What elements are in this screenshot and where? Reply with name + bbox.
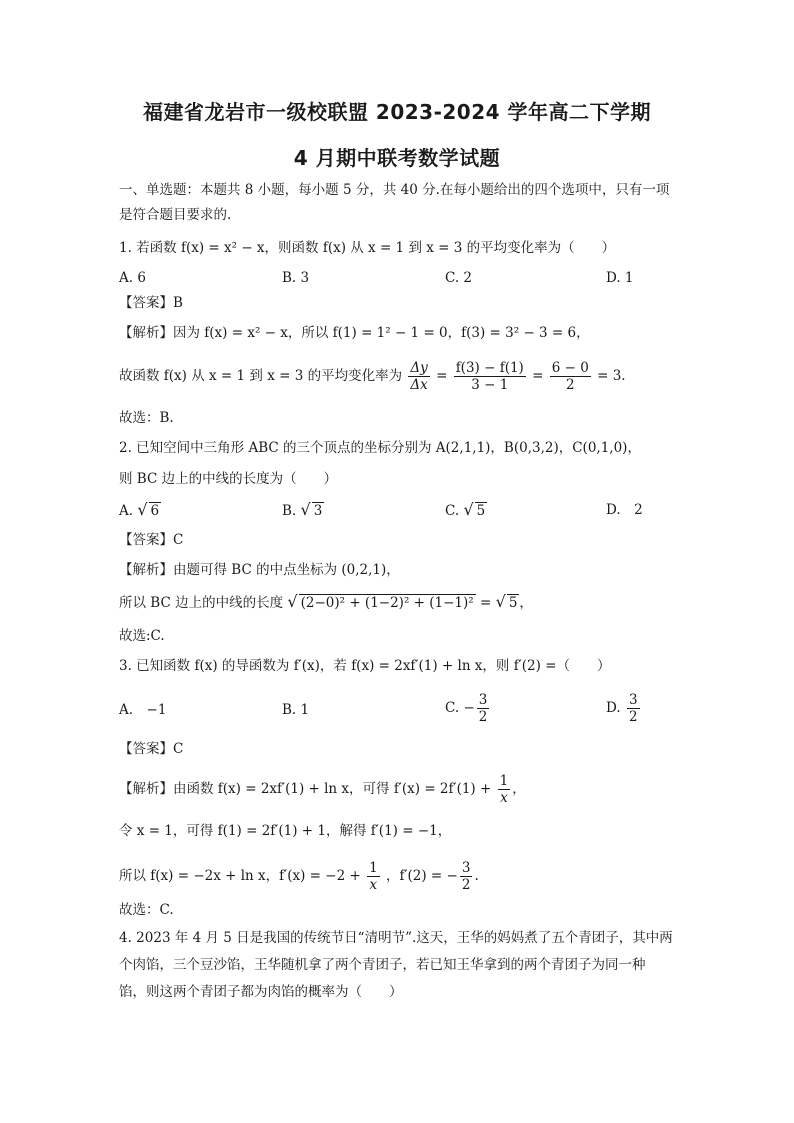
q2-option-c: C. √ 5: [445, 500, 486, 519]
question-4-line-1: 4. 2023 年 4 月 5 日是我国的传统节日“清明节”.这天，王华的妈妈煮了五个青团子，其中两: [119, 930, 673, 946]
fraction: $\frac{\Delta y}{\Delta x}$: [410, 360, 428, 393]
fraction: $\frac{3}{2}$: [478, 692, 488, 725]
q1-option-a: A. 6: [119, 270, 146, 286]
fraction: $\frac{3}{2}$: [461, 860, 471, 893]
q3-option-b: B. 1: [282, 702, 310, 718]
question-1: 1. 若函数 f(x) = x² − x，则函数 f(x) 从 x = 1 到 x = 3 的平均变化率为（ ）: [119, 240, 616, 256]
q2-option-d: D. 2: [606, 502, 643, 518]
fraction: $\frac{1}{x}$: [369, 860, 378, 893]
q2-option-a: A. √ 6: [119, 500, 160, 519]
question-4-line-3: 馅，则这两个青团子都为肉馅的概率为（ ）: [119, 984, 403, 1000]
q3-explanation-3: 所以 f(x) = −2x + ln x，f′(x) = −2 + $\frac{1}{x}$ ，f′(2) = − $\frac{3}{2}$ .: [119, 860, 479, 893]
question-2-cont: 则 BC 边上的中线的长度为（ ）: [119, 471, 338, 487]
question-3: 3. 已知函数 f(x) 的导函数为 f′(x)，若 f(x) = 2xf′(1) + ln x，则 f′(2) =（ ）: [119, 658, 611, 674]
q1-explanation-1: 【解析】因为 f(x) = x² − x，所以 f(1) = 1² − 1 = 0，f(3) = 3² − 3 = 6，: [119, 325, 590, 341]
doc-title-line2: 4 月期中联考数学试题: [293, 146, 501, 170]
q1-conclusion: 故选：B.: [119, 410, 174, 426]
q2-explanation-2: 所以 BC 边上的中线的长度 √ (2−0)² + (1−2)² + (1−1)² = √ 5 ，: [119, 592, 533, 611]
q3-explanation-2: 令 x = 1，可得 f(1) = 2f′(1) + 1，解得 f′(1) = −1，: [119, 823, 452, 839]
doc-title-line1: 福建省龙岩市一级校联盟 2023-2024 学年高二下学期: [142, 100, 652, 124]
fraction: $\frac{f(3) - f(1)}{3 - 1}$: [455, 360, 524, 393]
section-heading: 一、单选题：本题共 8 小题，每小题 5 分，共 40 分.在每小题给出的四个选项中，只有一项: [119, 182, 670, 198]
q1-explanation-2: 故函数 f(x) 从 x = 1 到 x = 3 的平均变化率为 $\frac{\Delta y}{\Delta x}$ = $\frac{f(3) - f(1)}{3 - 1}$ = $\frac{6 - 0}{2}$ = 3.: [119, 360, 626, 393]
q1-answer: 【答案】B: [119, 295, 183, 311]
q3-option-a: A. −1: [119, 702, 167, 718]
section-heading-cont: 是符合题目要求的.: [119, 207, 232, 223]
q3-option-c: C. − $\frac{3}{2}$: [445, 692, 488, 725]
question-2: 2. 已知空间中三角形 ABC 的三个顶点的坐标分别为 A(2,1,1)，B(0,3,2)，C(0,1,0)，: [119, 440, 641, 456]
q1-option-c: C. 2: [445, 270, 473, 286]
q3-explanation-1: 【解析】由函数 f(x) = 2xf′(1) + ln x，可得 f′(x) = 2f′(1) + $\frac{1}{x}$ ，: [119, 773, 526, 806]
q3-conclusion: 故选：C.: [119, 902, 174, 918]
q3-answer: 【答案】C: [119, 741, 184, 757]
fraction: $\frac{6 - 0}{2}$: [551, 360, 589, 393]
q1-expl2-text: 故函数 f(x) 从 x = 1 到 x = 3 的平均变化率为: [119, 368, 403, 384]
q2-option-b: B. √ 3: [282, 500, 323, 519]
question-4-line-2: 个肉馅，三个豆沙馅，王华随机拿了两个青团子，若已知王华拿到的两个青团子为同一种: [119, 957, 646, 973]
fraction: $\frac{3}{2}$: [628, 692, 638, 725]
q2-answer: 【答案】C: [119, 532, 184, 548]
q1-option-d: D. 1: [606, 270, 634, 286]
fraction: $\frac{1}{x}$: [499, 773, 509, 806]
q1-option-b: B. 3: [282, 270, 310, 286]
q2-explanation-1: 【解析】由题可得 BC 的中点坐标为 (0,2,1)，: [119, 562, 400, 578]
q2-conclusion: 故选:C.: [119, 628, 165, 644]
q3-option-d: D. $\frac{3}{2}$: [606, 692, 638, 725]
